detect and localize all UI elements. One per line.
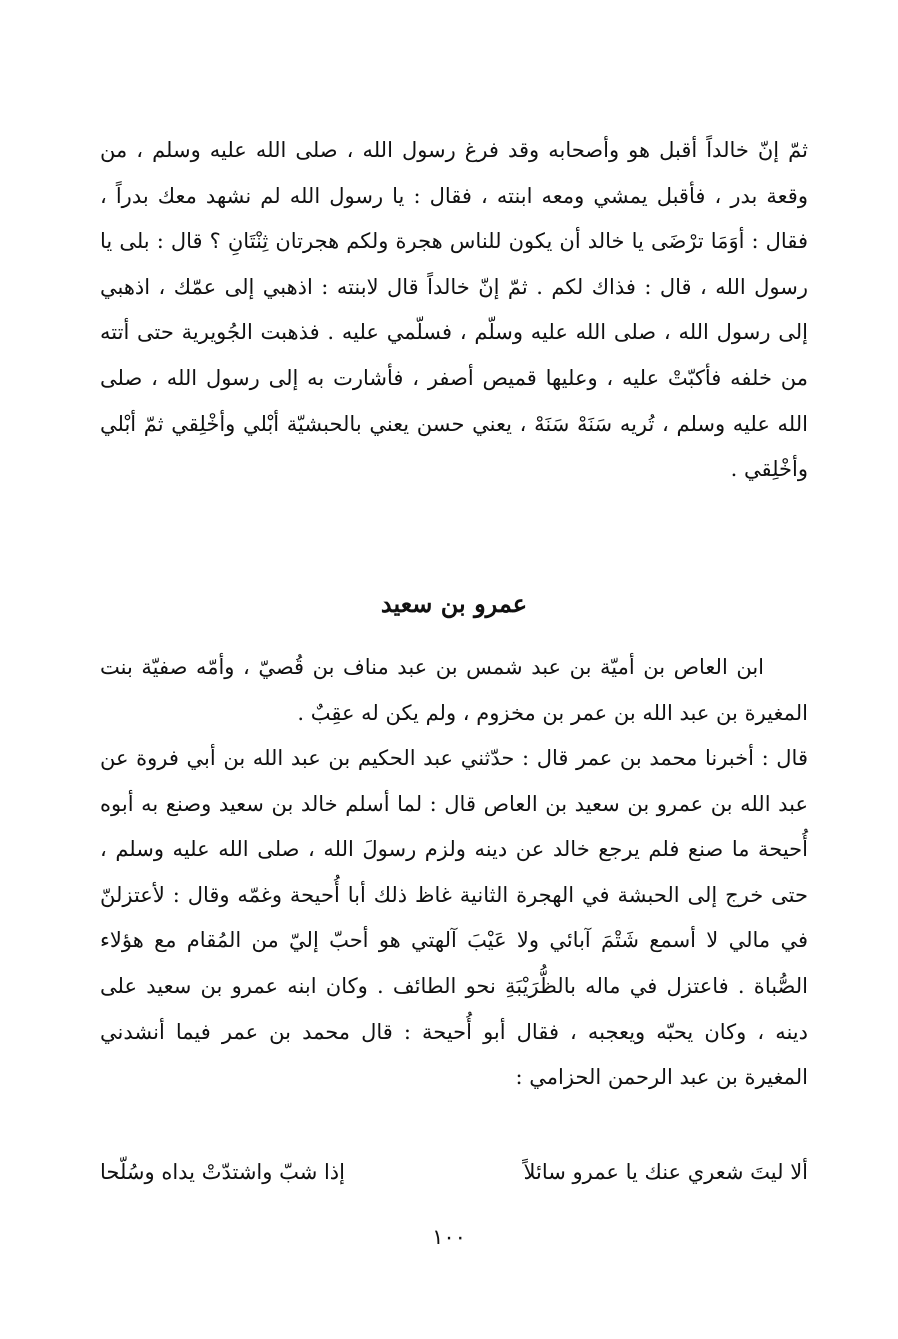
paragraph-text: قال : أخبرنا محمد بن عمر قال : حدّثني عبد الحكيم بن عبد الله بن أبي فروة عن عبد الله بن عمرو بن سعيد بن العاص قال : لما أسلم خالد بن سعيد وصنع به أبوه أُحيحة ما صنع فلم يرجع خالد عن دينه ولزم رسولَ الله ، صلى الله عليه وسلم ، حتى خرج إلى الحبشة في الهجرة الثانية غاظ ذلك أبا أُحيحة وغمّه وقال : لأعتزلنّ في مالي لا أسمع شَتْمَ آبائي ولا عَيْبَ آلهتي هو أحبّ إليّ من المُقام مع هؤلاء الصُّباة . فاعتزل في ماله بالظُّرَيْبَةِ نحو الطائف . وكان ابنه عمرو بن سعيد على دينه ، وكان يحبّه ويعجبه ، فقال أبو أُحيحة : قال محمد بن عمر فيما أنشدني المغيرة بن عبد الرحمن الحزامي :	[100, 746, 808, 1090]
poem-first-hemistich: ألا ليتَ شعري عنك يا عمرو سائلاً	[523, 1160, 808, 1184]
paragraph-text: ثمّ إنّ خالداً أقبل هو وأصحابه وقد فرغ رسول الله ، صلى الله عليه وسلم ، من وقعة بدر ، فأقبل يمشي ومعه ابنته ، فقال : يا رسول الله لم نشهد معك بدراً ، فقال : أوَمَا ترْضَى يا خالد أن يكون للناس هجرة ولكم هجرتان ثِنْتَانِ ؟ قال : بلى يا رسول الله ، قال : فذاك لكم . ثمّ إنّ خالداً قال لابنته : اذهبي إلى عمّك ، اذهبي إلى رسول الله ، صلى الله عليه وسلّم ، فسلّمي عليه . فذهبت الجُويرية حتى أتته من خلفه فأكبّتْ عليه ، وعليها قميص أصفر ، فأشارت به إلى رسول الله ، صلى الله عليه وسلم ، تُريه سَنَهْ سَنَهْ ، يعني حسن يعني بالحبشيّة أبْلي وأخْلِقي ثمّ أبْلي وأخْلِقي .	[100, 138, 808, 482]
paragraph-text: ابن العاص بن أميّة بن عبد شمس بن عبد مناف بن قُصيّ ، وأمّه صفيّة بنت المغيرة بن عبد الله بن عمر بن مخزوم ، ولم يكن له عقِبٌ .	[100, 655, 808, 725]
section-title: عمرو بن سعيد	[380, 589, 528, 618]
poem-verse	[100, 1150, 808, 1195]
poem-second-hemistich: إذا شبّ واشتدّتْ يداه وسُلّحا	[100, 1160, 345, 1184]
paragraph-narrative	[100, 736, 808, 1101]
page-number: ١٠٠	[432, 1225, 466, 1249]
paragraph-khalid-daughter	[100, 128, 808, 493]
paragraph-lineage	[100, 645, 808, 736]
